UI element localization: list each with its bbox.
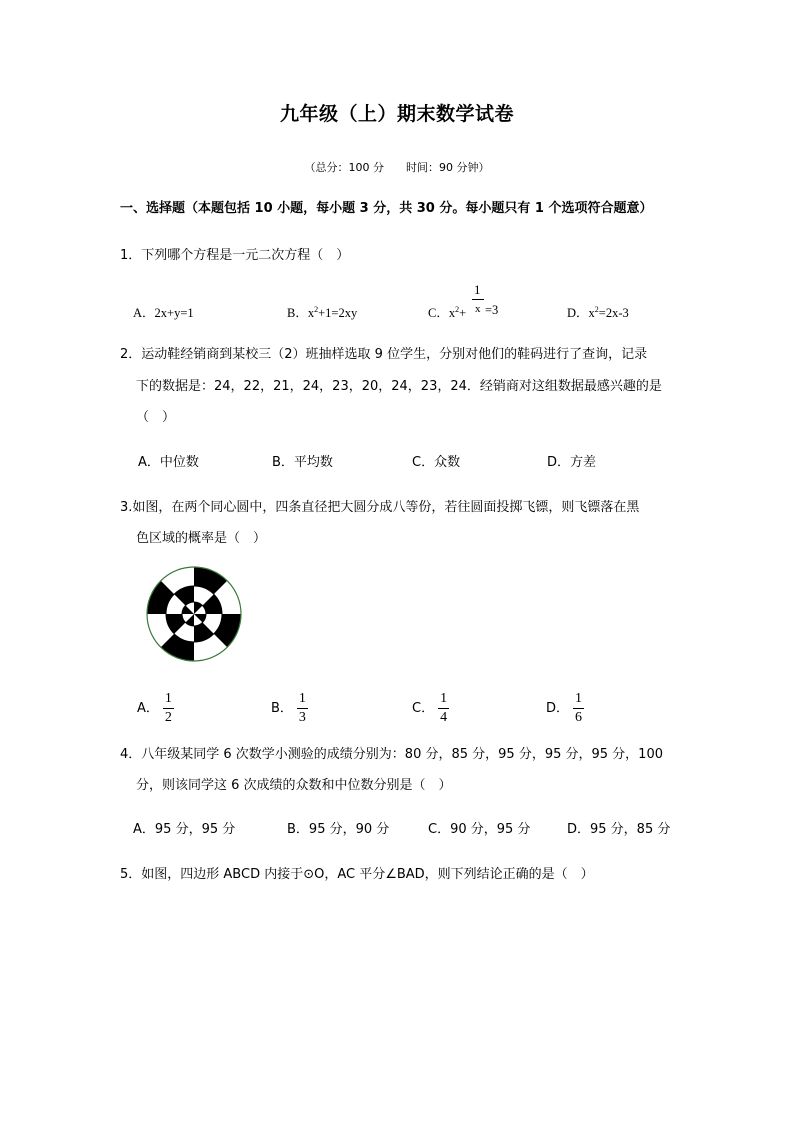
q1-option-c: C．$x^2+$ xyxy=(428,304,467,320)
q4-option-b: B．95 分，90 分 xyxy=(287,822,390,837)
exam-info: （总分：100 分 时间：90 分钟） xyxy=(304,161,490,174)
q1-option-c-frac-num: 1 xyxy=(474,282,481,297)
question-2-line1: 2．运动鞋经销商到某校三（2）班抽样选取 9 位学生，分别对他们的鞋码进行了查询，记录 xyxy=(120,347,648,362)
q4-option-d: D．95 分，85 分 xyxy=(567,822,671,837)
question-2-line2: 下的数据是：24，22，21，24，23，20，24，23，24．经销商对这组数据最感兴趣的是 xyxy=(136,379,662,394)
q1-option-d: D．$x^2=2x-3$ xyxy=(567,304,629,320)
page-title: 九年级（上）期末数学试卷 xyxy=(279,103,514,125)
question-4-line2: 分，则该同学这 6 次成绩的众数和中位数分别是（ ） xyxy=(136,778,452,793)
q1-option-c-frac-den: x xyxy=(475,303,481,315)
q1-option-b: B．$x^2+1=2xy$ xyxy=(287,304,358,320)
question-4-line1: 4．八年级某同学 6 次数学小测验的成绩分别为：80 分，85 分，95 分，95 分，95 分，100 xyxy=(120,747,663,762)
question-5-line1: 5．如图，四边形 ABCD 内接于⊙O，AC 平分∠BAD，则下列结论正确的是（ ） xyxy=(120,867,594,882)
question-1-stem: 1．下列哪个方程是一元二次方程（ ） xyxy=(120,248,350,263)
q3-option-b: B． $\frac{1}{3}$ xyxy=(271,691,306,725)
q2-option-c: C．众数 xyxy=(412,455,461,470)
question-3-line1: 3.如图，在两个同心圆中，四条直径把大圆分成八等份，若往圆面投掷飞镖，则飞镖落在黑 xyxy=(120,500,640,515)
question-3-line2: 色区域的概率是（ ） xyxy=(136,531,267,546)
q4-option-a: A．95 分，95 分 xyxy=(133,822,236,837)
q1-option-c-rhs: =3 xyxy=(485,303,499,317)
q1-option-c-frac-bar xyxy=(472,299,484,300)
question-2-line3: （ ） xyxy=(136,410,176,425)
q1-option-a: A．2x+y=1 xyxy=(133,306,194,320)
section-heading: 一、选择题（本题包括 10 小题，每小题 3 分，共 30 分。每小题只有 1 个选项符合题意） xyxy=(120,201,653,216)
q2-option-d: D．方差 xyxy=(547,455,597,470)
q3-option-c: C． $\frac{1}{4}$ xyxy=(412,691,448,725)
q4-option-c: C．90 分，95 分 xyxy=(428,822,531,837)
q2-option-b: B．平均数 xyxy=(272,455,333,470)
q3-option-d: D． $\frac{1}{6}$ xyxy=(546,691,583,725)
concentric-circles-figure xyxy=(144,564,244,664)
q2-option-a: A．中位数 xyxy=(138,455,199,470)
q3-option-a: A． $\frac{1}{2}$ xyxy=(137,691,172,725)
